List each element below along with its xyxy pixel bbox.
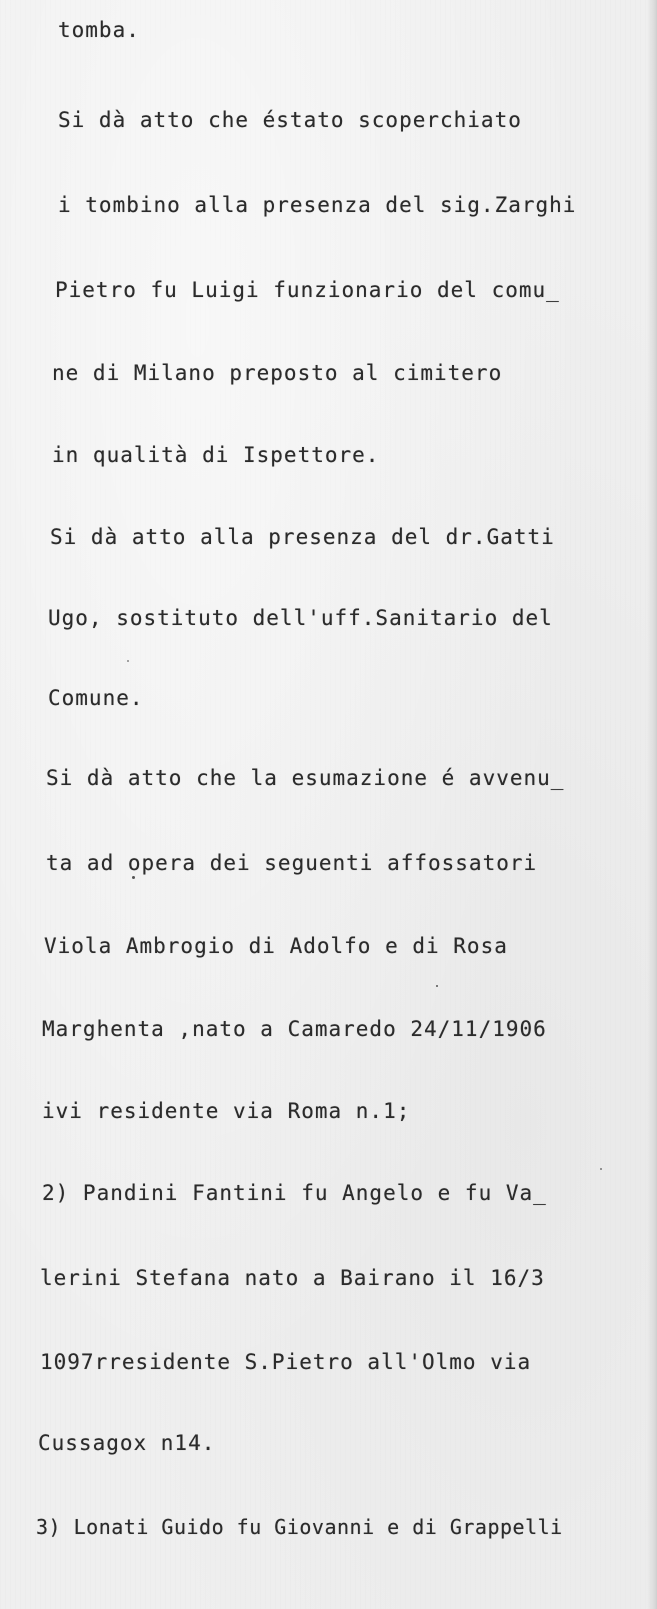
ink-speck [436,985,438,987]
text-line-17: 1097rresidente S.Pietro all'Olmo via [40,1350,532,1374]
text-line-10: Si dà atto che la esumazione é avvenu_ [46,766,565,790]
text-line-1: tomba. [58,18,140,42]
text-line-4: Pietro fu Luigi funzionario del comu_ [55,278,560,302]
text-line-5: ne di Milano preposto al cimitero [52,361,503,385]
text-line-14: ivi residente via Roma n.1; [42,1099,411,1123]
ink-speck [127,660,129,662]
text-line-6: in qualità di Ispettore. [52,443,380,467]
ink-speck [600,1168,602,1170]
text-line-2: Si dà atto che éstato scoperchiato [58,108,522,132]
text-line-13: Marghenta ,nato a Camaredo 24/11/1906 [42,1017,547,1041]
text-line-11: ta ad opera dei seguenti affossatori [46,851,538,875]
text-line-3: i tombino alla presenza del sig.Zarghi [58,193,577,217]
text-line-19: 3) Lonati Guido fu Giovanni e di Grappelli [36,1515,563,1539]
page-edge-shadow [647,0,657,1609]
ink-speck [132,876,135,879]
text-line-12: Viola Ambrogio di Adolfo e di Rosa [44,934,508,958]
text-line-7: Si dà atto alla presenza del dr.Gatti [50,525,555,549]
text-line-8: Ugo, sostituto dell'uff.Sanitario del [48,606,553,630]
text-line-9: Comune. [48,686,144,710]
text-line-15: 2) Pandini Fantini fu Angelo e fu Va_ [42,1181,547,1205]
text-line-16: lerini Stefana nato a Bairano il 16/3 [40,1266,545,1290]
text-line-18: Cussagox n14. [38,1431,216,1455]
